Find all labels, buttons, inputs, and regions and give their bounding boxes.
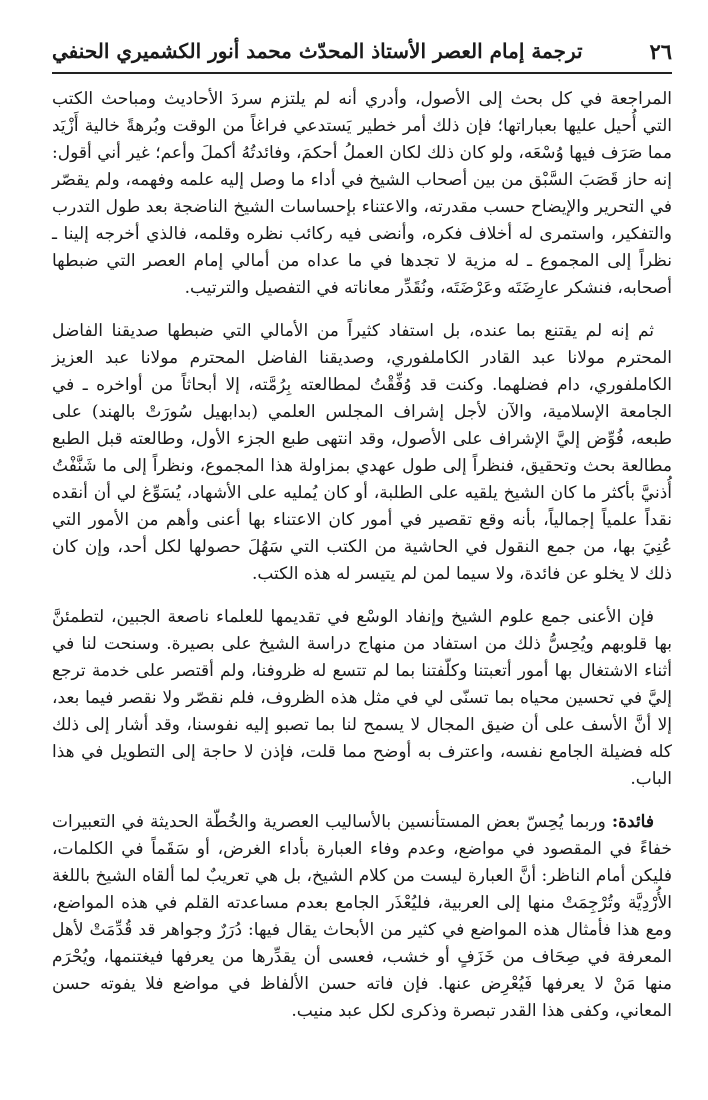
page-body: [52, 86, 672, 1037]
page-number: ٢٦: [649, 38, 672, 64]
paragraph-4-text: وربما يُحِسّ بعض المستأنسين بالأساليب العصرية والخُطّة الحديثة في التعبيرات خفاءً في المقصود في مواضع، وعدم وفاء العبارة بأداء الغرض، أو سَقَماً في الكلمات، فليكن أمام الناظر: أنَّ العبارة ليست من كلام الشيخ، بل هي تعريبٌ لما ألقاه الشيخ باللغة الأُرْدِيَّة وتُرْجِمَتْ منها إلى العربية، فليُعْذَر الجامع بعدم مساعدته القلم في هذه المواضع، ومع هذا فأمثال هذه المواضع في كثير من الأبحاث يقال فيها: دُرَرٌ وجواهر قد قُدِّمَتْ لأهل المعرفة في صِحَاف من خَزَفٍ أو خشب، فعسى أن يقدِّرها من يعرفها فيغتنمها، ويُحْرَم منها مَنْ لا يعرفها فَيُعْرِض عنها. فإن فاته حسن الألفاظ في مواضع فلا يفوته حسن المعاني، وكفى هذا القدر تبصرة وذكرى لكل عبد منيب.: [52, 812, 672, 1021]
running-title: ترجمة إمام العصر الأستاذ المحدّث محمد أنور الكشميري الحنفي: [52, 39, 583, 63]
paragraph-1: [52, 86, 672, 302]
note-lead-term: فائدة:: [611, 812, 654, 832]
paragraph-2-text: ثم إنه لم يقتنع بما عنده، بل استفاد كثيراً من الأمالي التي ضبطها صديقنا الفاضل المحترم مولانا عبد القادر الكاملفوري، وصديقنا الفاضل المحترم مولانا عبد العزيز الكاملفوري، دام فضلهما. وكنت قد وُفِّقْتُ لمطالعته بِرُمَّته، إلا أبحاثاً من أواخره ـ في الجامعة الإسلامية، والآن لأجل إشراف المجلس العلمي (بدابهيل سُورَتْ بالهند) على طبعه، فُوِّض إليَّ الإشراف على الأصول، وقد انتهى طبع الجزء الأول، وطالعته قبل الطبع مطالعة بحث وتحقيق، فنظراً إلى طول عهدي بمزاولة هذا المجموع، ونظراً إلى ما شَنَّفْتُ أُذنيَّ بأكثر ما كان الشيخ يلقيه على الطلبة، أو كان يُمليه على الأشهاد، يُسَوِّغ لي أن أنقده نقداً علمياً إجمالياً، بأنه وقع تقصير في أمور كان الاعتناء بها أعنى وأهم من الأمور التي عُنِيَ بها، من جمع النقول في الحاشية من الكتب التي سَهُلَ حصولها لكل أحد، وإن كان ذلك لا يخلو عن فائدة، ولا سيما لمن لم يتيسر له هذه الكتب.: [52, 321, 672, 584]
page-header: [52, 34, 672, 68]
header-rule: [52, 72, 672, 74]
paragraph-1-text: المراجعة في كل بحث إلى الأصول، وأدري أنه لم يلتزم سردَ الأحاديث ومباحث الكتب التي أُحيل عليها بعباراتها؛ فإن ذلك أمر خطير يَستدعي فراغاً من الوقت وبُرهةً خالية أَزْيَد مما صَرَف فيها وُسْعَه، ولو كان ذلك لكان العملُ أحكمَ، وفائدتُهُ أكملَ وأعم؛ غير أني أقول: إنه حاز قَصَبَ السَّبْق من بين أصحاب الشيخ في أداء ما وصل إليه علمه وفهمه، ولم يقصّر في التحرير والإيضاح حسب مقدرته، والاعتناء بإحساسات الشيخ الناضجة بعد طول التدرب والتفكير، واستمرى له أخلاف فكره، وأنضى فيه ركائب نظره وقلمه، فالذي أخرجه إلينا ـ نظراً إلى المجموع ـ له مزية لا تجدها في ما عداه من أمالي إمام العصر التي ضبطها أصحابه، فنشكر عارِضَتَه وعَرْضَتَه، ونُقَدِّر معاناته في التفصيل والترتيب.: [52, 89, 672, 298]
paragraph-4: [52, 809, 672, 1025]
paragraph-3: [52, 604, 672, 793]
paragraph-3-text: فإن الأعنى جمع علوم الشيخ وإنفاد الوسْع في تقديمها للعلماء ناصعة الجبين، لتطمئنَّ بها قلوبهم ويُحِسُّ ذلك من استفاد من منهاج دراسة الشيخ على بصيرة. وسنحت لنا في أثناء الاشتغال بها أمور أتعبتنا وكلّفتنا بما لم تتسع له ظروفنا، ولم أقتصر على خدمة ترجع إليَّ في تحسين محياه بما تسنّى لي في مثل هذه الظروف، فلم نقصّر ولا نقصر فيما بعد، إلا أنَّ الأسف على أن ضيق المجال لا يسمح لنا بما تصبو إليه نفوسنا، وقد أشار إلى ذلك كله فضيلة الجامع نفسه، واعترف به أوضح مما قلت، فإذن لا حاجة إلى التطويل في هذا الباب.: [52, 607, 673, 789]
paragraph-2: [52, 318, 672, 588]
